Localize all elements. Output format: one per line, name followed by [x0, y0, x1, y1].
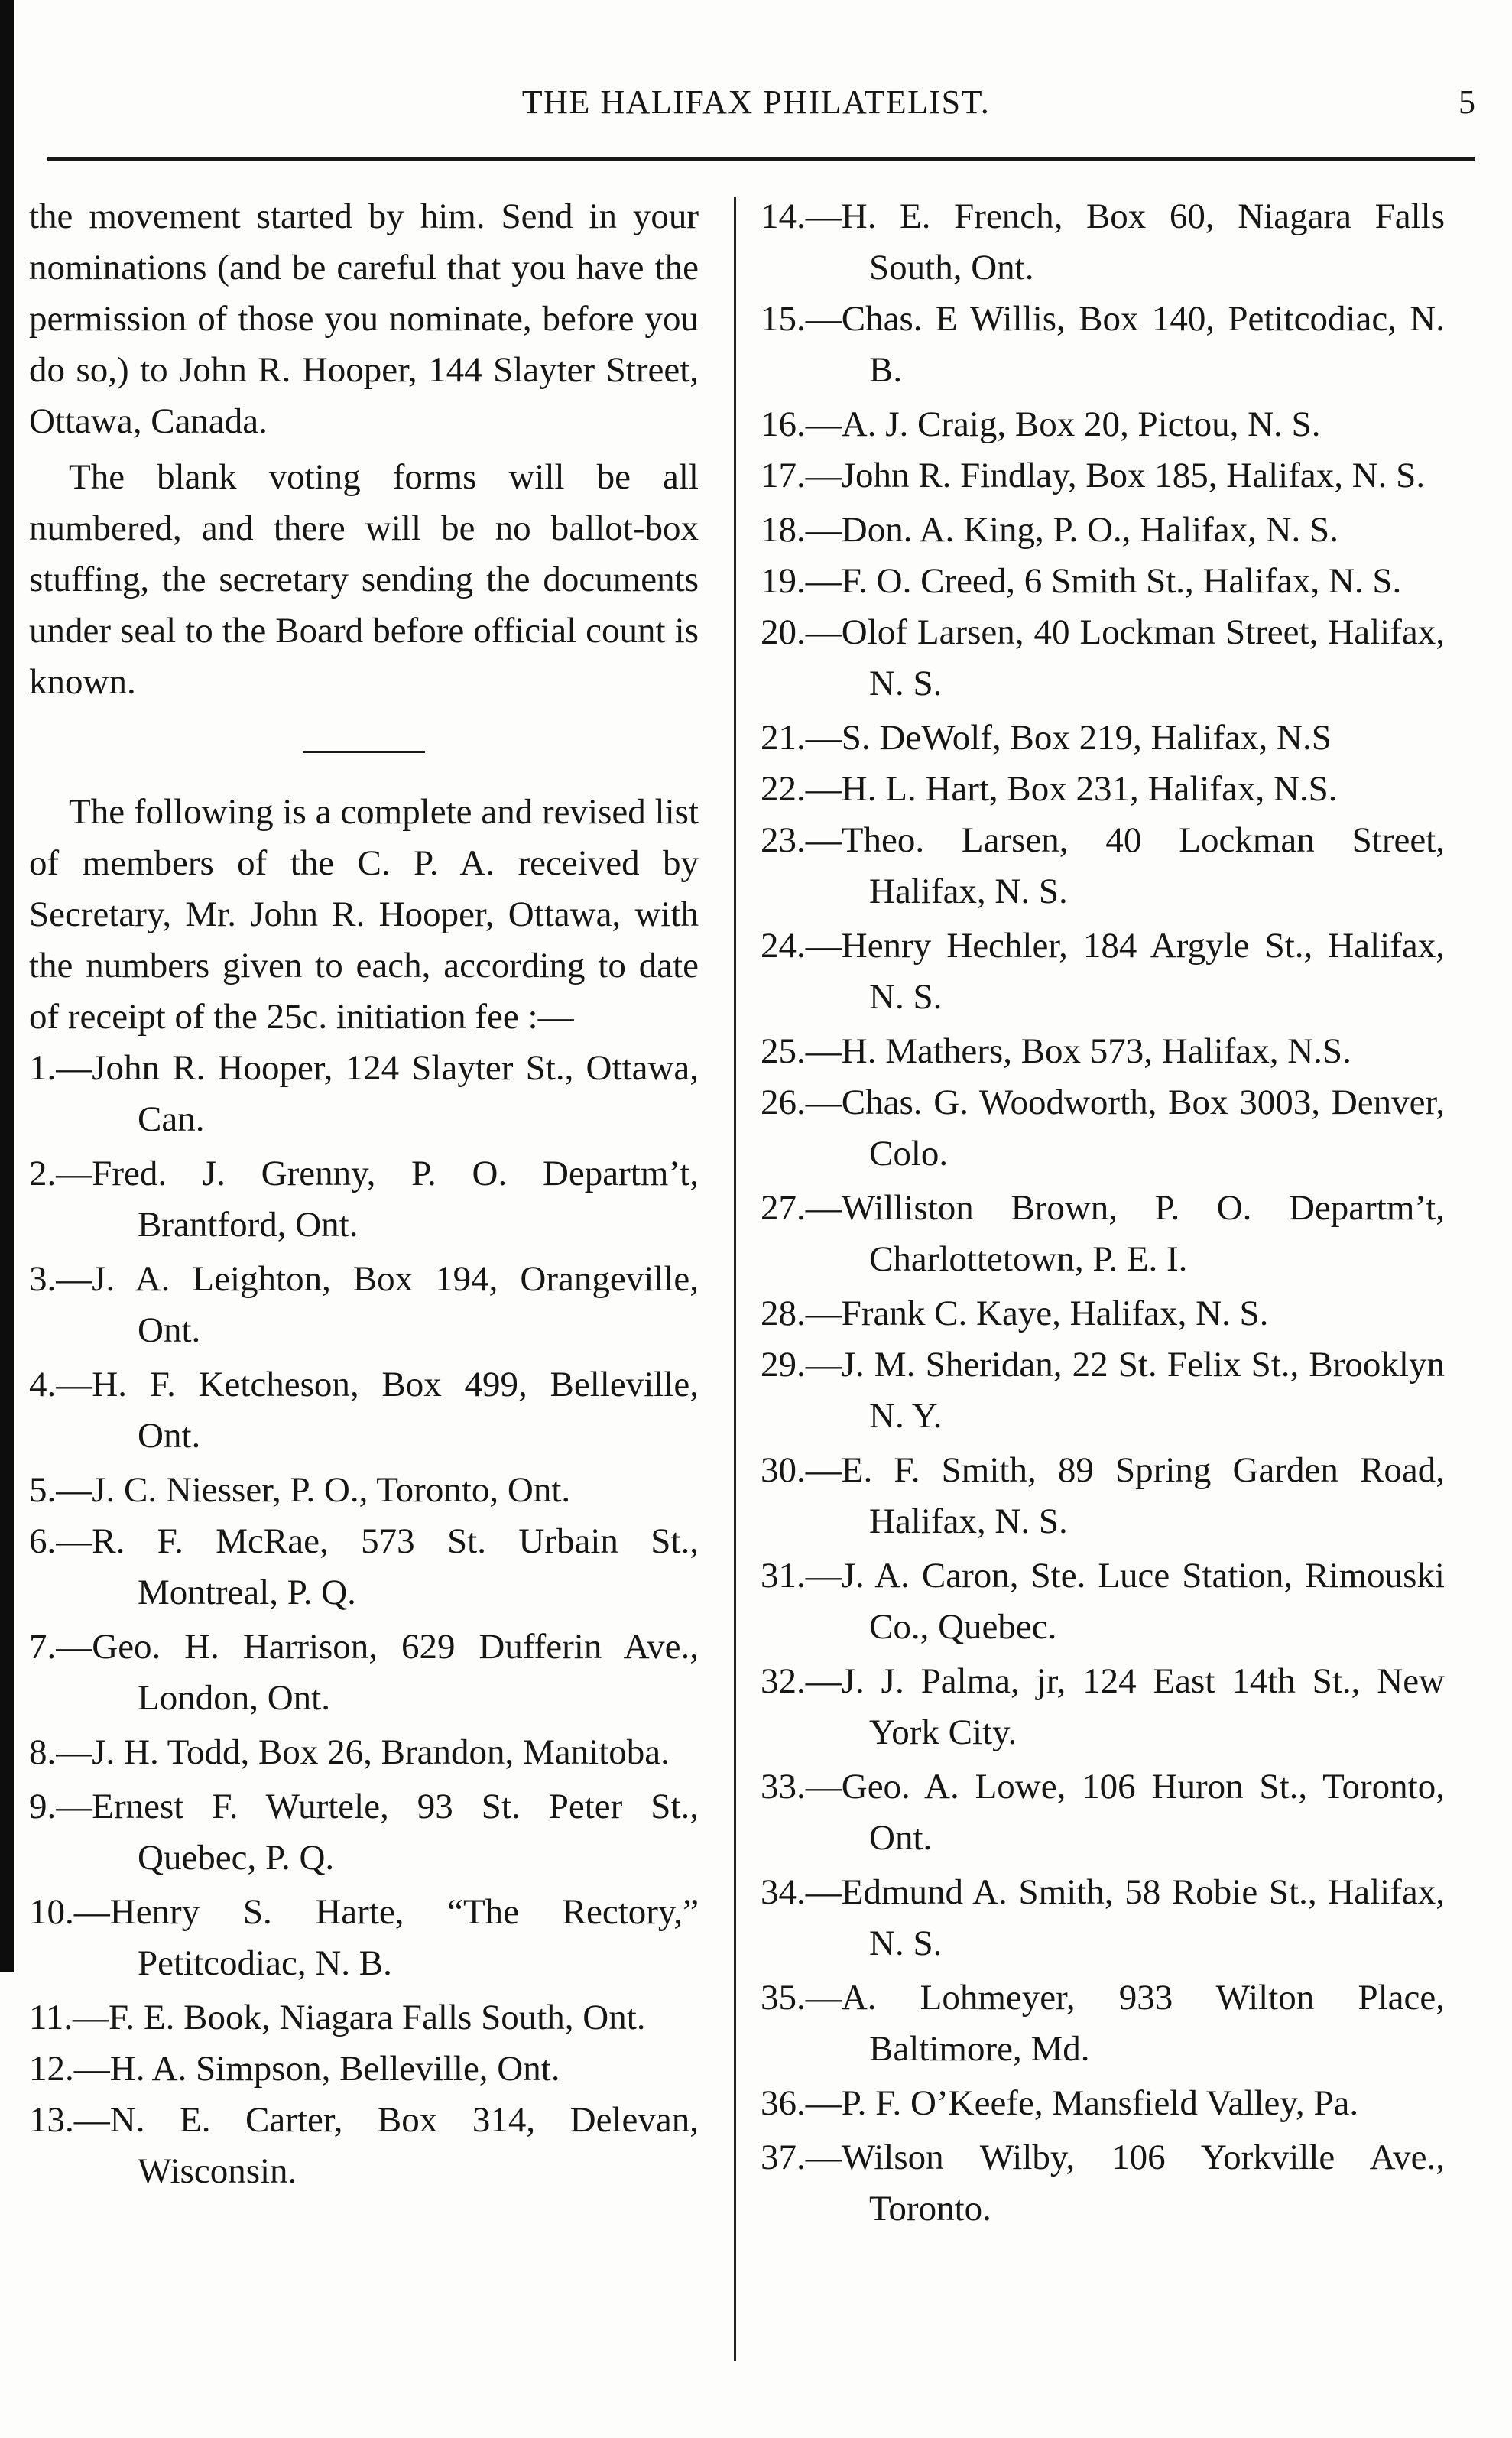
left-column — [29, 191, 699, 2197]
member-entry: 2.—Fred. J. Grenny, P. O. Departm’t, Brantford, Ont. — [29, 1154, 699, 1245]
member-entry: 37.—Wilson Wilby, 106 Yorkville Ave., Toronto. — [761, 2138, 1445, 2229]
member-entry: 11.—F. E. Book, Niagara Falls South, Ont. — [29, 1998, 646, 2037]
column-divider — [734, 197, 736, 2361]
page-number: 5 — [1458, 83, 1475, 121]
member-entry: 26.—Chas. G. Woodworth, Box 3003, Denver, Colo. — [761, 1083, 1445, 1174]
member-entry: 27.—Williston Brown, P. O. Departm’t, Charlottetown, P. E. I. — [761, 1188, 1445, 1279]
member-entry: 17.—John R. Findlay, Box 185, Halifax, N. S. — [761, 456, 1426, 495]
member-entry: 22.—H. L. Hart, Box 231, Halifax, N.S. — [761, 769, 1338, 809]
member-entry: 15.—Chas. E Willis, Box 140, Petitcodiac, N. B. — [761, 299, 1445, 390]
member-entry: 21.—S. DeWolf, Box 219, Halifax, N.S — [761, 718, 1332, 758]
member-entry: 23.—Theo. Larsen, 40 Lockman Street, Halifax, N. S. — [761, 820, 1445, 911]
members-list-intro: The following is a complete and revised list of members of the C. P. A. received by Secretary, Mr. John R. Hooper, Ottawa, with the numbers given to each, according to date of receipt of the 25c. initiation fee :— — [29, 792, 699, 1037]
member-entry: 28.—Frank C. Kaye, Halifax, N. S. — [761, 1294, 1269, 1333]
member-entry: 8.—J. H. Todd, Box 26, Brandon, Manitoba. — [29, 1732, 670, 1772]
member-entry: 32.—J. J. Palma, jr, 124 East 14th St., New York City. — [761, 1661, 1445, 1752]
member-entry: 33.—Geo. A. Lowe, 106 Huron St., Toronto, Ont. — [761, 1767, 1445, 1858]
member-entry: 20.—Olof Larsen, 40 Lockman Street, Halifax, N. S. — [761, 612, 1445, 703]
right-column — [761, 191, 1445, 2235]
binding-edge — [0, 0, 14, 1972]
member-entry: 14.—H. E. French, Box 60, Niagara Falls South, Ont. — [761, 196, 1445, 287]
paragraph-nominations: the movement started by him. Send in your nominations (and be careful that you have the permission of those you nominate, before you do so,) to John R. Hooper, 144 Slayter Street, Ottawa, Canada. — [29, 196, 699, 441]
member-entry: 12.—H. A. Simpson, Belleville, Ont. — [29, 2049, 560, 2089]
member-entry: 36.—P. F. O’Keefe, Mansfield Valley, Pa. — [761, 2083, 1359, 2123]
member-entry: 24.—Henry Hechler, 184 Argyle St., Halifax, N. S. — [761, 926, 1445, 1017]
header-rule — [47, 157, 1475, 161]
member-entry: 25.—H. Mathers, Box 573, Halifax, N.S. — [761, 1031, 1351, 1071]
members-list-right — [761, 191, 1445, 2235]
member-entry: 31.—J. A. Caron, Ste. Luce Station, Rimouski Co., Quebec. — [761, 1556, 1445, 1647]
member-entry: 1.—John R. Hooper, 124 Slayter St., Ottawa, Can. — [29, 1048, 699, 1139]
member-entry: 34.—Edmund A. Smith, 58 Robie St., Halifax, N. S. — [761, 1872, 1445, 1963]
member-entry: 29.—J. M. Sheridan, 22 St. Felix St., Brooklyn N. Y. — [761, 1345, 1445, 1436]
page-header — [31, 83, 1481, 144]
member-entry: 5.—J. C. Niesser, P. O., Toronto, Ont. — [29, 1470, 571, 1510]
member-entry: 18.—Don. A. King, P. O., Halifax, N. S. — [761, 510, 1338, 550]
member-entry: 6.—R. F. McRae, 573 St. Urbain St., Montreal, P. Q. — [29, 1521, 699, 1612]
member-entry: 19.—F. O. Creed, 6 Smith St., Halifax, N. S. — [761, 561, 1402, 601]
paragraph-voting-forms: The blank voting forms will be all numbered, and there will be no ballot-box stuffing, the secretary sending the documents under seal to the Board before official count is known. — [29, 457, 699, 702]
member-entry: 4.—H. F. Ketcheson, Box 499, Belleville, Ont. — [29, 1365, 699, 1456]
member-entry: 10.—Henry S. Harte, “The Rectory,” Petitcodiac, N. B. — [29, 1892, 699, 1983]
members-list-left — [29, 1043, 699, 2197]
member-entry: 7.—Geo. H. Harrison, 629 Dufferin Ave., London, Ont. — [29, 1627, 699, 1718]
section-separator — [303, 751, 425, 753]
running-head: THE HALIFAX PHILATELIST. — [521, 83, 991, 121]
member-entry: 9.—Ernest F. Wurtele, 93 St. Peter St., Quebec, P. Q. — [29, 1787, 699, 1878]
member-entry: 3.—J. A. Leighton, Box 194, Orangeville, Ont. — [29, 1259, 699, 1350]
member-entry: 35.—A. Lohmeyer, 933 Wilton Place, Baltimore, Md. — [761, 1978, 1445, 2069]
member-entry: 13.—N. E. Carter, Box 314, Delevan, Wisconsin. — [29, 2100, 699, 2191]
member-entry: 30.—E. F. Smith, 89 Spring Garden Road, Halifax, N. S. — [761, 1450, 1445, 1541]
member-entry: 16.—A. J. Craig, Box 20, Pictou, N. S. — [761, 404, 1321, 444]
